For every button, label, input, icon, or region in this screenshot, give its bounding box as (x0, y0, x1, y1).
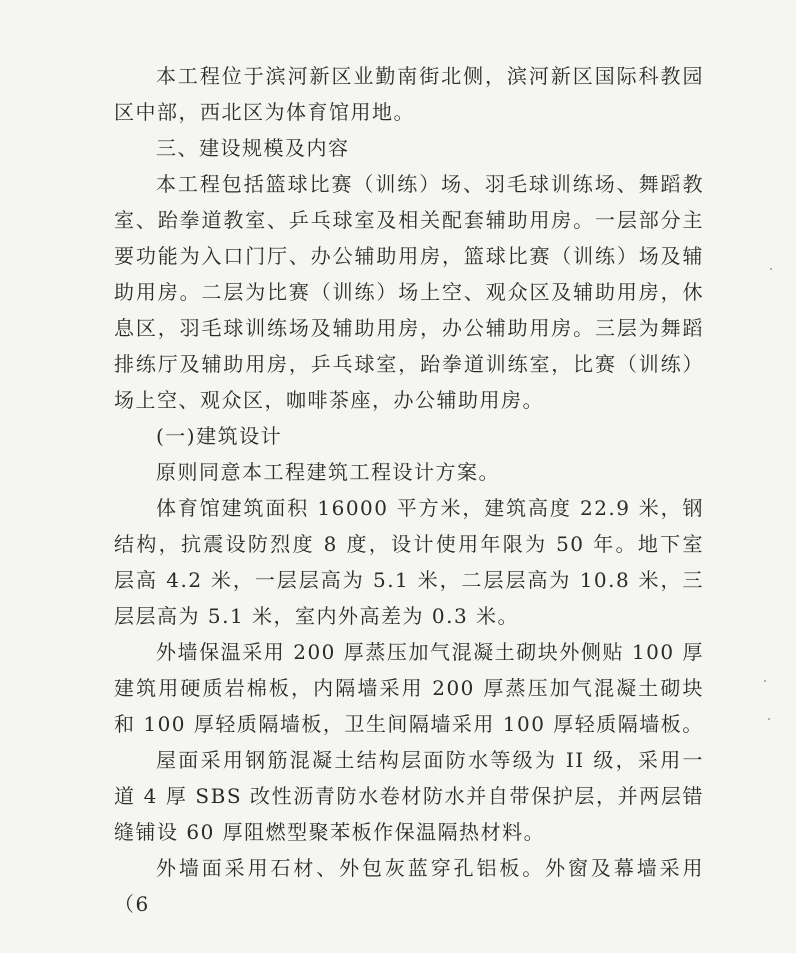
paragraph-approval: 原则同意本工程建筑工程设计方案。 (156, 460, 500, 484)
paragraph-content: 本工程包括篮球比赛（训练）场、羽毛球训练场、舞蹈教室、跆拳道教室、乒乓球室及相关配套辅助用房。一层部分主要功能为入口门厅、办公辅助用房，篮球比赛（训练）场及辅助用房。二层为比赛（训练）场上空、观众区及辅助用房，休息区，羽毛球训练场及辅助用房，办公辅助用房。三层为舞蹈排练厅及辅助用房，乒乓球室，跆拳道训练室，比赛（训练）场上空、观众区，咖啡茶座，办公辅助用房。 (114, 172, 704, 412)
paragraph-building-specs: 体育馆建筑面积 16000 平方米，建筑高度 22.9 米，钢结构，抗震设防烈度 8 度，设计使用年限为 50 年。地下室层高 4.2 米，一层层高为 5.1 米，二层层高为 10.8 米，三层层高为 5.1 米，室内外高差为 0.3 米。 (114, 496, 704, 628)
scan-speck (770, 268, 772, 270)
paragraph-wall-insulation: 外墙保温采用 200 厚蒸压加气混凝土砌块外侧贴 100 厚建筑用硬质岩棉板，内隔墙采用 200 厚蒸压加气混凝土砌块和 100 厚轻质隔墙板，卫生间隔墙采用 100 厚轻质隔墙板。 (114, 640, 704, 736)
document-body (114, 58, 704, 922)
paragraph-location: 本工程位于滨河新区业勤南街北侧，滨河新区国际科教园区中部，西北区为体育馆用地。 (114, 64, 704, 124)
section-heading-scale: 三、建设规模及内容 (156, 136, 350, 160)
paragraph-roof: 屋面采用钢筋混凝土结构层面防水等级为 II 级，采用一道 4 厚 SBS 改性沥青防水卷材防水并自带保护层，并两层错缝铺设 60 厚阻燃型聚苯板作保温隔热材料。 (114, 748, 704, 844)
subsection-heading-architecture: (一)建筑设计 (156, 424, 283, 448)
paragraph-facade: 外墙面采用石材、外包灰蓝穿孔铝板。外窗及幕墙采用（6 (114, 856, 704, 916)
scan-speck (764, 680, 766, 682)
scan-speck (768, 718, 770, 720)
